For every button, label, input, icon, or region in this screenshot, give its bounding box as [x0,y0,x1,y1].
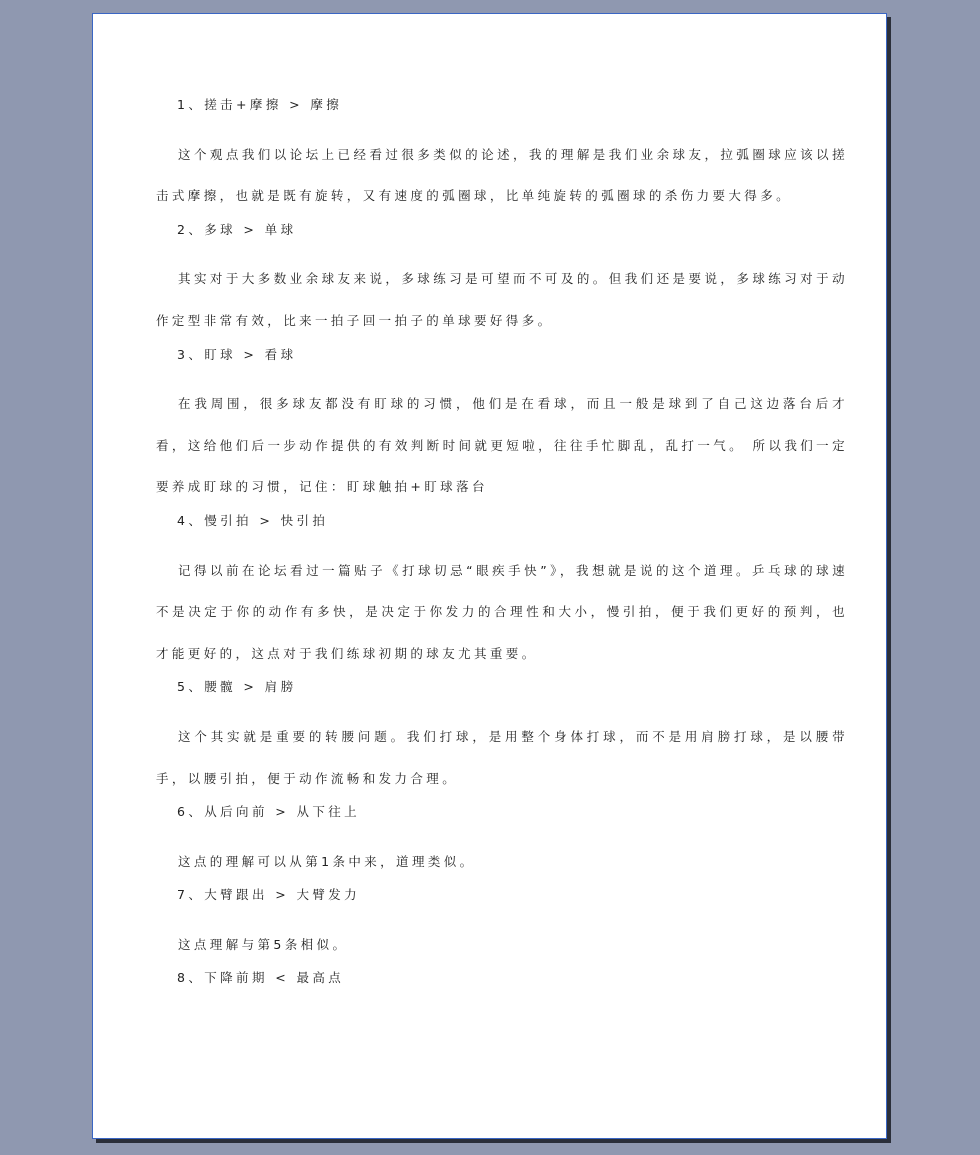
section-heading: 4、慢引拍 > 快引拍 [177,512,329,528]
section-heading: 8、下降前期 < 最高点 [177,970,345,986]
document-page [92,13,887,1139]
section-heading: 6、从后向前 > 从下往上 [177,804,361,820]
section-heading: 2、多球 > 单球 [177,221,297,237]
section-paragraph: 记得以前在论坛看过一篇贴子《打球切忌“眼疾手快”》，我想就是说的这个道理。乒乓球的球速不是决定于你的动作有多快，是决定于你发力的合理性和大小，慢引拍，便于我们更好的预判，也才能更好的，这点对于我们练球初期的球友尤其重要。 [156,562,848,661]
section-heading: 3、盯球 > 看球 [177,346,297,362]
section-paragraph: 这个观点我们以论坛上已经看过很多类似的论述，我的理解是我们业余球友，拉弧圈球应该以搓击式摩擦，也就是既有旋转，又有速度的弧圈球，比单纯旋转的弧圈球的杀伤力要大得多。 [156,146,848,204]
document-content [156,92,848,1007]
section-heading: 5、腰髋 > 肩膀 [177,679,297,695]
section-paragraph: 其实对于大多数业余球友来说，多球练习是可望而不可及的。但我们还是要说，多球练习对于动作定型非常有效，比来一拍子回一拍子的单球要好得多。 [156,271,848,328]
section-heading: 1、搓击+摩擦 > 摩擦 [177,97,343,112]
section-heading: 7、大臂跟出 > 大臂发力 [177,887,361,903]
section-paragraph: 这点的理解可以从第1条中来，道理类似。 [178,853,476,869]
section-paragraph: 这点理解与第5条相似。 [178,936,349,952]
section-paragraph: 在我周围，很多球友都没有盯球的习惯，他们是在看球，而且一般是球到了自己这边落台后才看，这给他们后一步动作提供的有效判断时间就更短啦，往往手忙脚乱，乱打一气。 所以我们一定要养成盯球的习惯，记住：盯球触拍+盯球落台 [156,396,848,495]
section-paragraph: 这个其实就是重要的转腰问题。我们打球，是用整个身体打球，而不是用肩膀打球，是以腰带手，以腰引拍，便于动作流畅和发力合理。 [156,728,848,786]
